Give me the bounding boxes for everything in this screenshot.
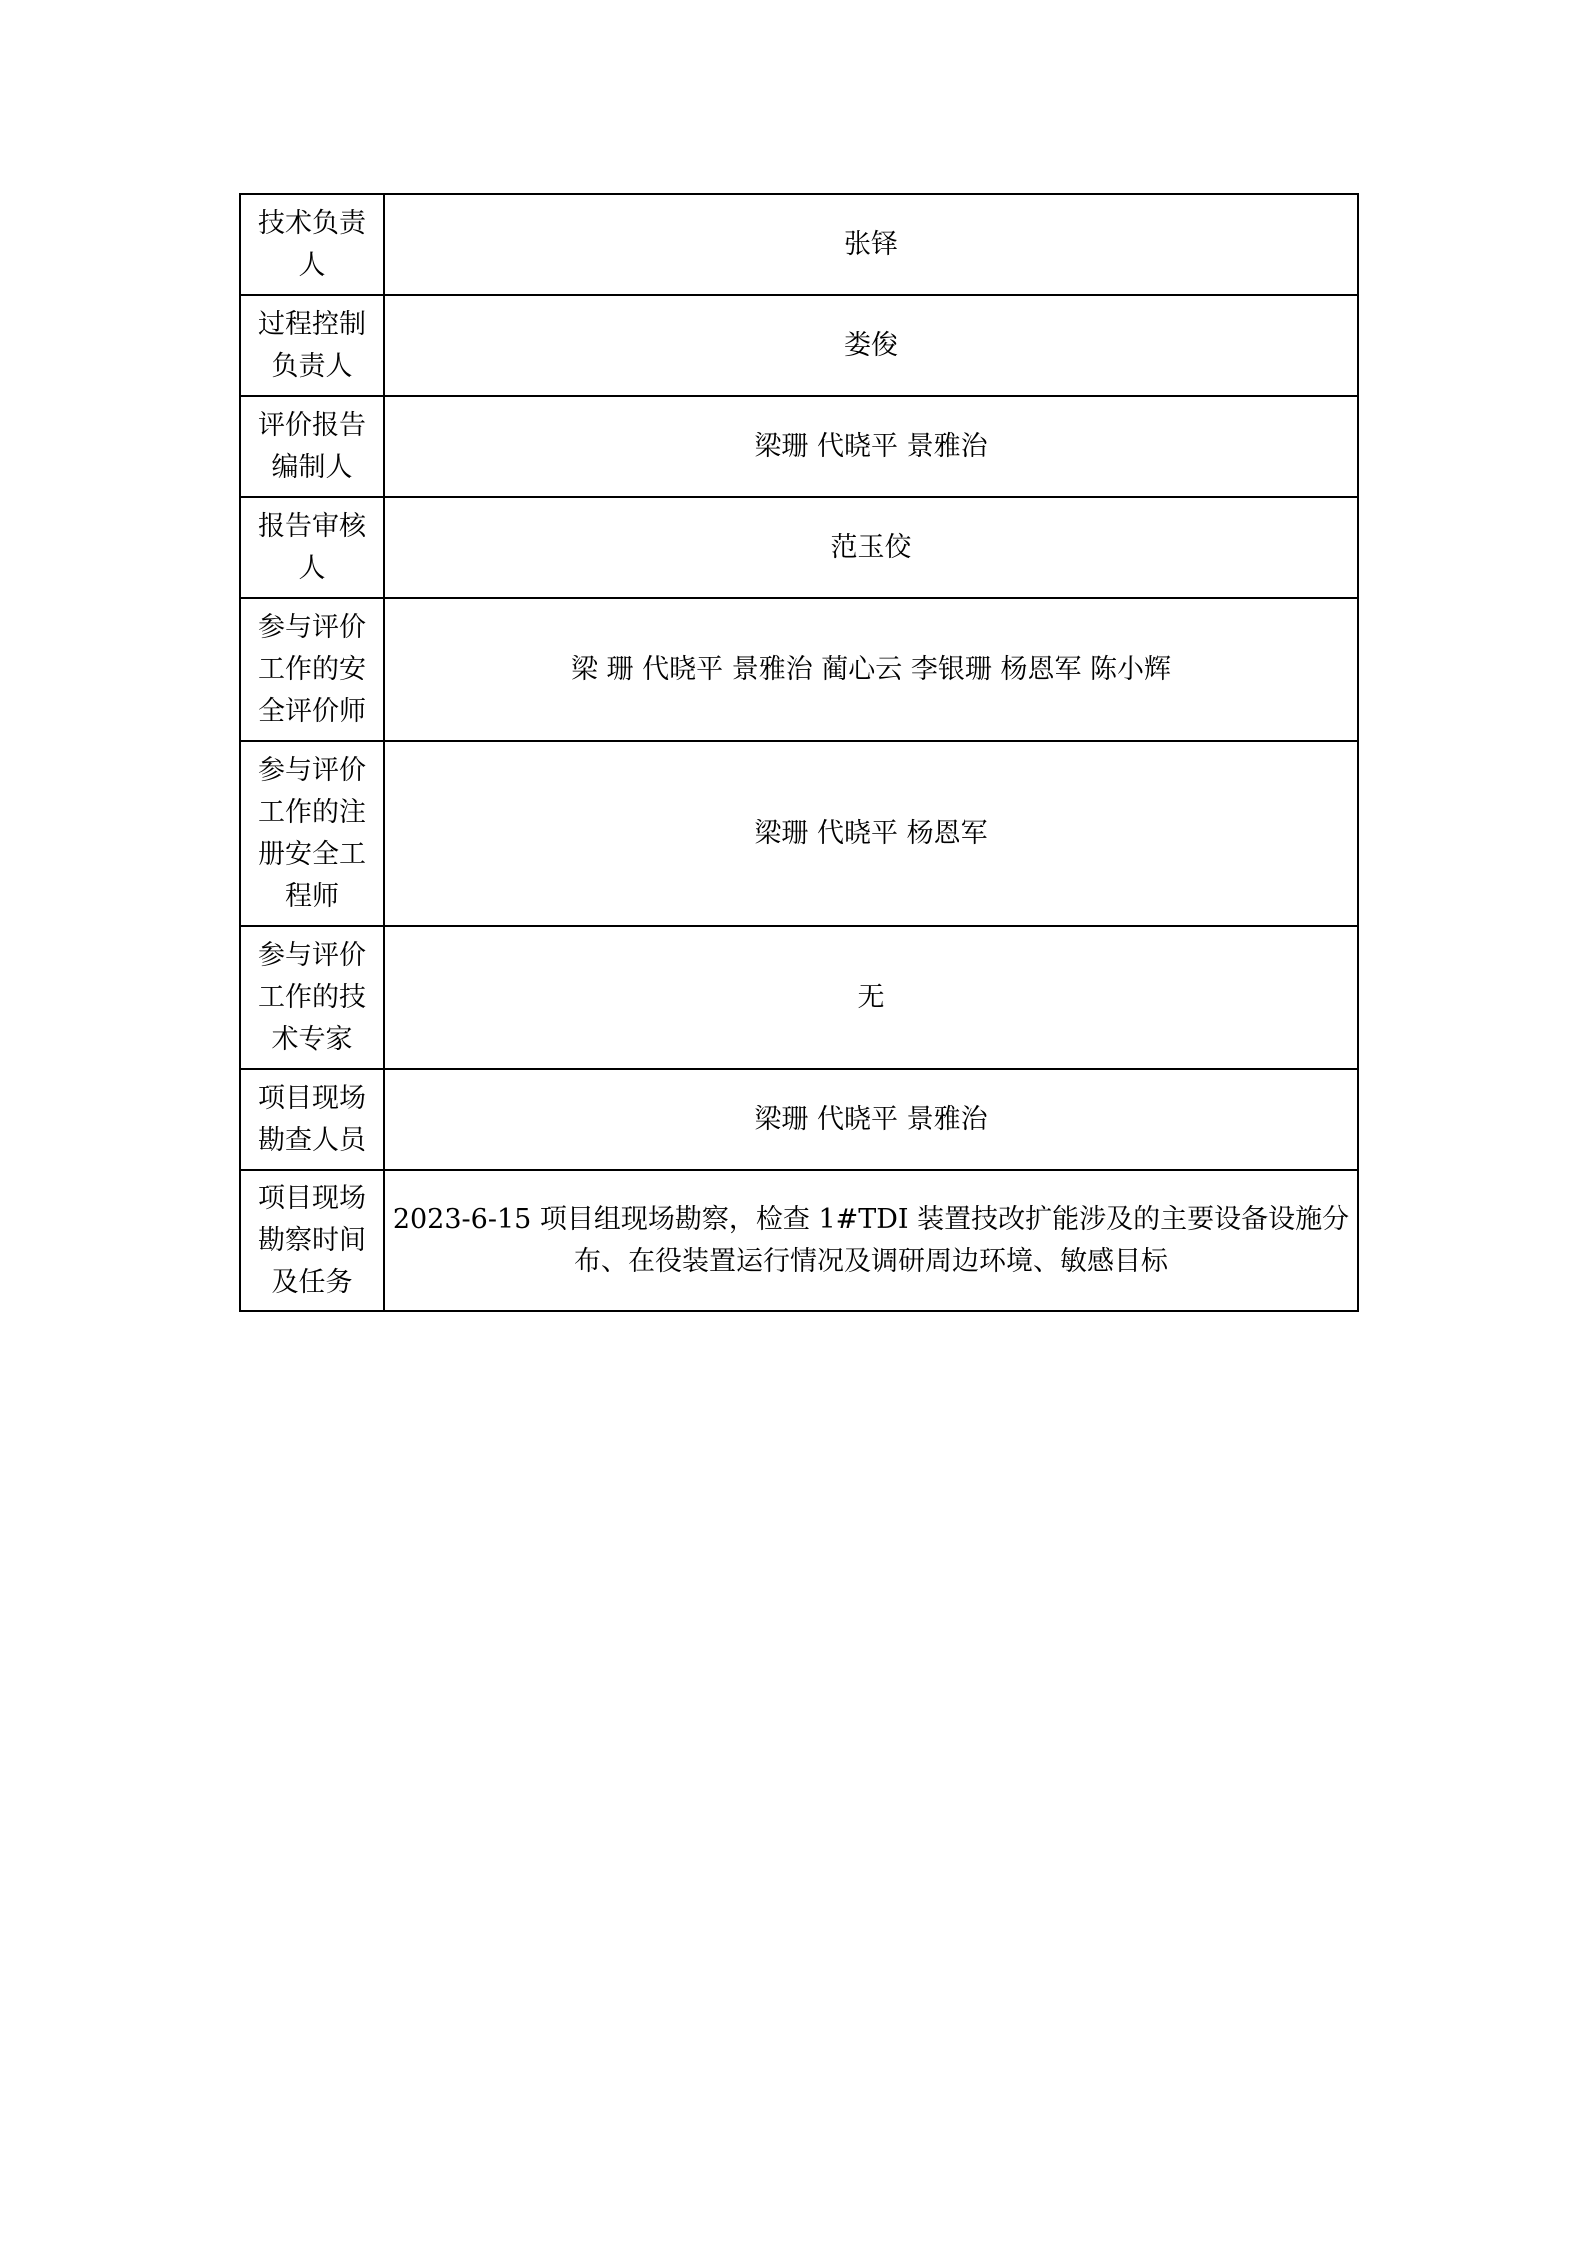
table-row (240, 497, 1358, 598)
row-value-cell (384, 295, 1358, 396)
row-value: 梁珊 代晓平 景雅治 (754, 430, 988, 462)
row-value-cell (384, 741, 1358, 926)
row-label: 技术负责人 (258, 207, 366, 281)
table-row (240, 194, 1358, 295)
row-value: 张铎 (844, 228, 898, 260)
row-label: 项目现场勘察时间及任务 (258, 1182, 366, 1298)
table-row (240, 295, 1358, 396)
table-row (240, 1069, 1358, 1170)
row-value-cell (384, 497, 1358, 598)
row-label-cell (240, 497, 384, 598)
row-value-cell (384, 1069, 1358, 1170)
row-label: 报告审核人 (258, 510, 366, 584)
table-row (240, 598, 1358, 741)
row-label: 过程控制负责人 (258, 308, 366, 382)
row-value: 梁 珊 代晓平 景雅治 蔺心云 李银珊 杨恩军 陈小辉 (570, 653, 1172, 685)
table-row (240, 396, 1358, 497)
row-label: 参与评价工作的技术专家 (258, 939, 366, 1055)
row-value: 梁珊 代晓平 杨恩军 (754, 817, 988, 849)
row-label-cell (240, 194, 384, 295)
row-value: 娄俊 (844, 329, 898, 361)
row-label: 评价报告编制人 (258, 409, 366, 483)
row-value-cell (384, 194, 1358, 295)
row-label-cell (240, 598, 384, 741)
row-value: 范玉佼 (830, 531, 912, 563)
table-row (240, 741, 1358, 926)
row-label-cell (240, 1069, 384, 1170)
table-row (240, 926, 1358, 1069)
table-row (240, 1170, 1358, 1311)
row-value: 无 (857, 981, 885, 1013)
row-value-cell (384, 1170, 1358, 1311)
row-value-cell (384, 396, 1358, 497)
row-label-cell (240, 396, 384, 497)
row-value-cell (384, 926, 1358, 1069)
row-label-cell (240, 295, 384, 396)
row-label-cell (240, 926, 384, 1069)
row-label-cell (240, 1170, 384, 1311)
row-label: 参与评价工作的注册安全工程师 (258, 754, 366, 912)
row-label: 项目现场勘查人员 (258, 1082, 366, 1156)
row-label: 参与评价工作的安全评价师 (258, 611, 366, 727)
row-value: 梁珊 代晓平 景雅治 (754, 1103, 988, 1135)
row-value-cell (384, 598, 1358, 741)
personnel-table (239, 193, 1359, 1312)
row-label-cell (240, 741, 384, 926)
row-value: 2023-6-15 项目组现场勘察，检查 1#TDI 装置技改扩能涉及的主要设备设施分布、在役装置运行情况及调研周边环境、敏感目标 (392, 1203, 1350, 1277)
